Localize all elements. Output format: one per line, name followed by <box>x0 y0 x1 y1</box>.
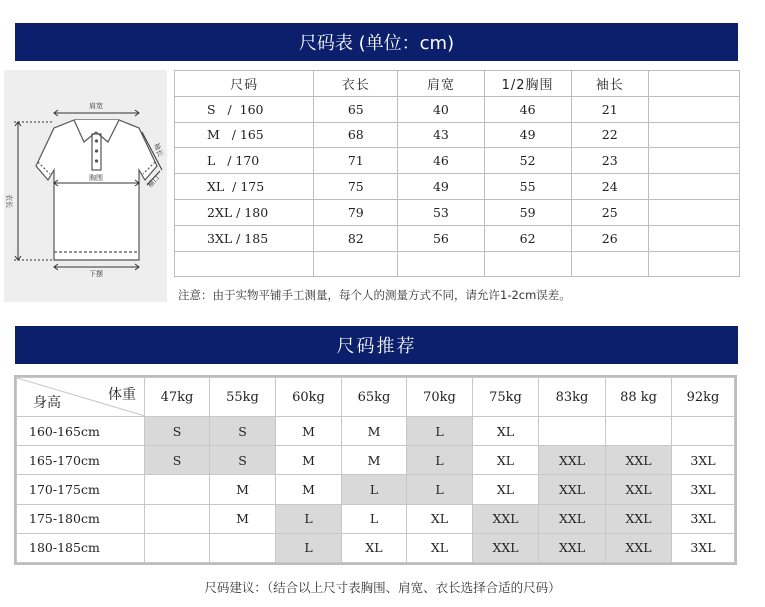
size-cell: S / 160 <box>175 96 314 122</box>
weight-header: 55kg <box>210 378 276 417</box>
header-half-chest: 1/2胸围 <box>484 71 571 97</box>
size-table-title: 尺码表 (单位：cm) <box>298 33 455 54</box>
header-size: 尺码 <box>175 71 314 97</box>
table-cell: 22 <box>571 122 648 148</box>
weight-header: 60kg <box>276 378 342 417</box>
shirt-diagram <box>4 70 167 302</box>
size-table <box>174 70 740 277</box>
shoulder-label: 肩宽 <box>89 102 103 110</box>
table-row-empty <box>175 251 740 277</box>
weight-header: 75kg <box>473 378 539 417</box>
size-table-header-row <box>175 71 740 97</box>
measurement-note: 注意：由于实物平铺手工测量，每个人的测量方式不同，请允许1-2cm误差。 <box>178 288 571 302</box>
table-cell: 21 <box>571 96 648 122</box>
size-cell: M / 165 <box>175 122 314 148</box>
table-row <box>175 148 740 174</box>
height-cell: 170-175cm <box>17 475 145 504</box>
height-cell: 160-165cm <box>17 417 145 446</box>
table-cell: 43 <box>398 122 484 148</box>
size-cell: XXL <box>606 475 672 504</box>
table-cell: 49 <box>484 122 571 148</box>
size-cell: S <box>210 417 276 446</box>
weight-header-row <box>17 378 735 417</box>
weight-header: 92kg <box>672 378 735 417</box>
table-cell: 56 <box>398 225 484 251</box>
table-cell: 68 <box>314 122 398 148</box>
table-row <box>17 475 735 504</box>
size-cell <box>210 533 276 562</box>
header-shoulder: 肩宽 <box>398 71 484 97</box>
size-cell: L <box>407 446 473 475</box>
size-cell: M <box>342 417 407 446</box>
table-cell: 82 <box>314 225 398 251</box>
weight-label: 体重 <box>108 387 136 403</box>
size-cell: XXL <box>473 533 539 562</box>
size-cell: 2XL / 180 <box>175 199 314 225</box>
table-cell: 23 <box>571 148 648 174</box>
size-cell: L <box>276 504 342 533</box>
sleeve-label: 袖长 <box>152 141 165 158</box>
size-cell: 3XL <box>672 475 735 504</box>
size-cell <box>606 417 672 446</box>
size-cell: XXL <box>539 446 606 475</box>
size-cell: 3XL / 185 <box>175 225 314 251</box>
table-row <box>17 533 735 562</box>
size-cell: 3XL <box>672 533 735 562</box>
size-cell: S <box>145 417 210 446</box>
size-cell: 3XL <box>672 504 735 533</box>
table-row <box>175 225 740 251</box>
table-cell: 46 <box>484 96 571 122</box>
table-cell: 65 <box>314 96 398 122</box>
length-label: 衣长 <box>5 194 13 208</box>
table-row <box>175 174 740 200</box>
size-cell: M <box>276 475 342 504</box>
size-cell: 3XL <box>672 446 735 475</box>
table-cell: 79 <box>314 199 398 225</box>
height-cell: 180-185cm <box>17 533 145 562</box>
header-sleeve: 袖长 <box>571 71 648 97</box>
size-cell: M <box>276 446 342 475</box>
table-cell: 71 <box>314 148 398 174</box>
table-cell-empty <box>648 96 739 122</box>
header-empty <box>648 71 739 97</box>
size-cell: XL <box>473 417 539 446</box>
table-row <box>17 446 735 475</box>
table-cell: 26 <box>571 225 648 251</box>
size-cell: S <box>145 446 210 475</box>
table-cell: 40 <box>398 96 484 122</box>
size-cell: L <box>276 533 342 562</box>
header-length: 衣长 <box>314 71 398 97</box>
weight-header: 47kg <box>145 378 210 417</box>
recommend-title: 尺码推荐 <box>336 336 417 357</box>
size-cell: M <box>210 475 276 504</box>
table-row <box>17 417 735 446</box>
table-cell-empty <box>648 148 739 174</box>
size-cell <box>145 533 210 562</box>
weight-header: 88 kg <box>606 378 672 417</box>
table-cell: 75 <box>314 174 398 200</box>
table-cell: 55 <box>484 174 571 200</box>
size-cell <box>145 504 210 533</box>
size-cell: XXL <box>473 504 539 533</box>
size-cell: XXL <box>606 446 672 475</box>
table-cell: 53 <box>398 199 484 225</box>
size-cell: XL / 175 <box>175 174 314 200</box>
weight-header: 83kg <box>539 378 606 417</box>
table-cell-empty <box>648 225 739 251</box>
table-cell: 49 <box>398 174 484 200</box>
weight-header: 70kg <box>407 378 473 417</box>
table-row <box>175 96 740 122</box>
recommend-table <box>16 377 735 563</box>
size-cell: XL <box>473 475 539 504</box>
recommend-banner <box>15 326 738 364</box>
weight-header: 65kg <box>342 378 407 417</box>
size-cell: XXL <box>539 504 606 533</box>
size-cell <box>539 417 606 446</box>
size-cell: L <box>407 475 473 504</box>
size-cell <box>145 475 210 504</box>
table-cell: 24 <box>571 174 648 200</box>
size-cell: L <box>342 504 407 533</box>
table-cell: 46 <box>398 148 484 174</box>
table-cell-empty <box>648 174 739 200</box>
size-cell: XXL <box>606 533 672 562</box>
table-cell: 59 <box>484 199 571 225</box>
size-cell: XXL <box>539 475 606 504</box>
cuff-label: 袖口 <box>145 173 162 190</box>
table-cell: 52 <box>484 148 571 174</box>
recommend-table-frame <box>14 375 737 565</box>
table-cell-empty <box>648 122 739 148</box>
size-table-banner <box>15 23 738 61</box>
height-cell: 165-170cm <box>17 446 145 475</box>
height-cell: 175-180cm <box>17 504 145 533</box>
corner-header <box>17 378 145 417</box>
table-cell: 62 <box>484 225 571 251</box>
size-cell: L / 170 <box>175 148 314 174</box>
size-cell: L <box>407 417 473 446</box>
chest-label: 胸围 <box>89 174 103 182</box>
table-row <box>175 199 740 225</box>
size-cell: M <box>210 504 276 533</box>
size-cell: M <box>342 446 407 475</box>
height-label: 身高 <box>33 395 61 411</box>
size-cell: XL <box>473 446 539 475</box>
polo-shirt-icon <box>4 70 167 302</box>
size-advice: 尺码建议：（结合以上尺寸表胸围、肩宽、衣长选择合适的尺码） <box>204 580 561 595</box>
size-cell: M <box>276 417 342 446</box>
size-cell: XL <box>342 533 407 562</box>
size-cell: XXL <box>606 504 672 533</box>
size-cell: L <box>342 475 407 504</box>
table-cell: 25 <box>571 199 648 225</box>
table-row <box>17 504 735 533</box>
hem-label: 下摆 <box>89 270 103 278</box>
size-cell: S <box>210 446 276 475</box>
table-cell-empty <box>648 199 739 225</box>
table-row <box>175 122 740 148</box>
size-cell: XL <box>407 504 473 533</box>
size-cell: XL <box>407 533 473 562</box>
size-cell: XXL <box>539 533 606 562</box>
size-cell <box>672 417 735 446</box>
